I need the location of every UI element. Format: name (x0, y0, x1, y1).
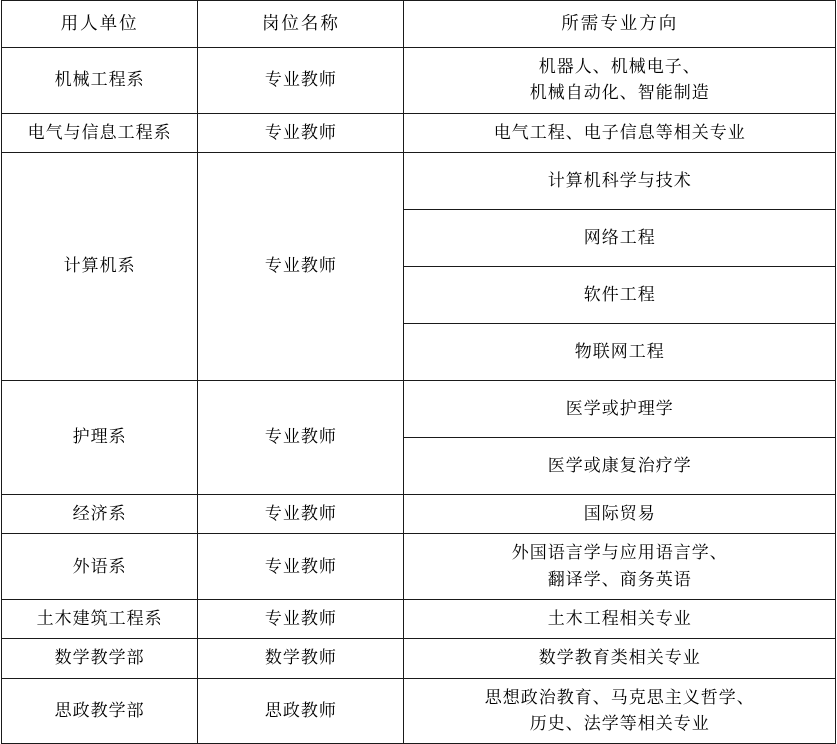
cell-major: 医学或护理学 (404, 381, 836, 438)
table-row (2, 153, 836, 210)
cell-unit: 数学教学部 (2, 639, 198, 678)
cell-major (404, 678, 836, 744)
recruitment-table (1, 0, 836, 744)
table-row (2, 678, 836, 744)
table-row (2, 534, 836, 600)
cell-major: 医学或康复治疗学 (404, 438, 836, 495)
cell-unit: 经济系 (2, 495, 198, 534)
cell-unit: 思政教学部 (2, 678, 198, 744)
cell-unit: 机械工程系 (2, 48, 198, 114)
table-body (2, 48, 836, 744)
major-line: 历史、法学等相关专业 (529, 714, 710, 734)
column-header-post: 岗位名称 (198, 1, 404, 48)
cell-major: 物联网工程 (404, 324, 836, 381)
cell-major: 国际贸易 (404, 495, 836, 534)
cell-post: 专业教师 (198, 495, 404, 534)
cell-post: 思政教师 (198, 678, 404, 744)
table-row (2, 48, 836, 114)
cell-major (404, 48, 836, 114)
column-header-major: 所需专业方向 (404, 1, 836, 48)
table-header (2, 1, 836, 48)
table-row (2, 113, 836, 152)
cell-unit: 外语系 (2, 534, 198, 600)
cell-major: 电气工程、电子信息等相关专业 (404, 113, 836, 152)
table-row (2, 600, 836, 639)
table-row (2, 381, 836, 438)
cell-major: 土木工程相关专业 (404, 600, 836, 639)
cell-post: 专业教师 (198, 113, 404, 152)
table-header-row (2, 1, 836, 48)
major-line: 翻译学、商务英语 (547, 569, 692, 589)
cell-post: 专业教师 (198, 600, 404, 639)
cell-major: 软件工程 (404, 267, 836, 324)
cell-unit: 护理系 (2, 381, 198, 495)
cell-post: 专业教师 (198, 153, 404, 381)
table-row (2, 639, 836, 678)
cell-major: 计算机科学与技术 (404, 153, 836, 210)
cell-post: 数学教师 (198, 639, 404, 678)
cell-unit: 计算机系 (2, 153, 198, 381)
column-header-unit: 用人单位 (2, 1, 198, 48)
table-row (2, 495, 836, 534)
cell-post: 专业教师 (198, 381, 404, 495)
cell-unit: 电气与信息工程系 (2, 113, 198, 152)
cell-post: 专业教师 (198, 534, 404, 600)
cell-post: 专业教师 (198, 48, 404, 114)
major-line: 思想政治教育、马克思主义哲学、 (484, 687, 755, 707)
major-line: 机器人、机械电子、 (538, 57, 701, 76)
cell-unit: 土木建筑工程系 (2, 600, 198, 639)
cell-major (404, 534, 836, 600)
major-line: 机械自动化、智能制造 (529, 83, 710, 103)
major-line: 外国语言学与应用语言学、 (511, 543, 728, 563)
cell-major: 网络工程 (404, 210, 836, 267)
cell-major: 数学教育类相关专业 (404, 639, 836, 678)
